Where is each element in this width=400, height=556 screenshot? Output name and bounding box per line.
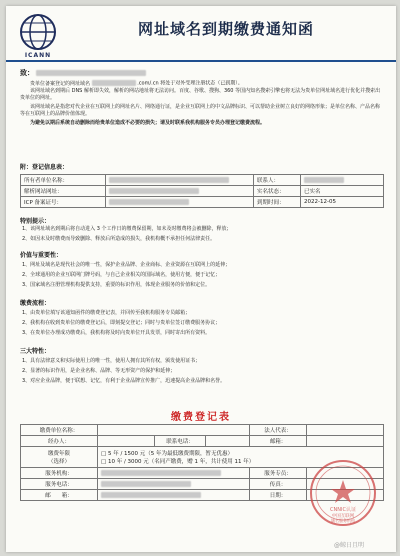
contact-value bbox=[301, 175, 384, 186]
form-label: 缴费年限 （选择） bbox=[21, 447, 98, 468]
contact-label: 联系人： bbox=[254, 175, 301, 186]
payment-item: 3、在贵单位办理成功缴费后，我机构将及时向贵单位开具发票，同时寄出所有资料。 bbox=[22, 330, 211, 336]
form-label: 联系电话： bbox=[155, 436, 206, 447]
value-item: 1、网址及域名是现代社会的唯一性，保护企业品牌、企业商标、企业资源在互联网上的延伸； bbox=[22, 262, 231, 268]
note-item: 2、如因未及时缴费而导致删除、释放后所造成的损失，我机构概不承担任何法律责任。 bbox=[22, 236, 216, 242]
document-header bbox=[6, 6, 396, 62]
form-label: 法人代表： bbox=[250, 425, 307, 436]
value-item: 2、全球通用的企业互联网门牌号码，与自己企业相关的国际域名，使用方便，便于记忆； bbox=[22, 272, 221, 278]
letter-paragraph-2: 该网址域名到期后 DNS 解析即失效，解析的网站地址将无法访问。百度、谷歌、搜狗、360 等国内知名搜索引擎也将无法为贵单位网址域名进行优化并搜索出贵单位的网址。 bbox=[20, 88, 381, 101]
owner-label: 所有者单位名称： bbox=[21, 175, 106, 186]
term-option-10y[interactable]: □ 10 年 / 3000 元（名同产缴费，赠 1 年，共计使用 11 年） bbox=[101, 459, 255, 465]
letter-paragraph-1: 贵单位备案登记的网址域名 .com/.cn 将处于对外受理注册状态（已到期）。 bbox=[30, 80, 243, 87]
notes-heading: 特别提示： bbox=[20, 218, 51, 225]
icann-logo-text: ICANN bbox=[24, 52, 52, 59]
registration-info-table bbox=[20, 174, 384, 208]
svg-text:CNNIC认证: CNNIC认证 bbox=[330, 507, 356, 513]
form-field[interactable] bbox=[98, 425, 250, 436]
icann-globe-icon bbox=[16, 12, 60, 56]
service-org-value bbox=[98, 468, 250, 479]
form-label: 服务电话： bbox=[21, 479, 98, 490]
svg-text:域名服务机构: 域名服务机构 bbox=[331, 518, 355, 523]
site-label: 解析网站网址： bbox=[21, 186, 106, 197]
expire-value: 2022-12-05 bbox=[301, 197, 384, 208]
salutation: 致： bbox=[20, 68, 146, 78]
term-option-5y[interactable]: □ 5 年 / 1500 元（5 年为最低缴费期限，暂无优惠） bbox=[101, 451, 234, 457]
verify-label: 实名状态： bbox=[254, 186, 301, 197]
site-value bbox=[106, 186, 254, 197]
functions-heading: 三大特性： bbox=[20, 348, 51, 355]
form-label: 缴费单位名称： bbox=[21, 425, 98, 436]
form-label: 经办人： bbox=[21, 436, 98, 447]
form-label: 邮 箱： bbox=[21, 490, 98, 501]
service-phone-value bbox=[98, 479, 250, 490]
email-value bbox=[98, 490, 250, 501]
payment-item: 1、由贵单位填写该通知函件的缴费登记表，并回传至我机构服务专员邮箱； bbox=[22, 310, 191, 316]
svg-text:中国互联网: 中国互联网 bbox=[331, 514, 355, 519]
form-field[interactable] bbox=[206, 436, 250, 447]
form-label: 传真： bbox=[250, 479, 307, 490]
icp-label: ICP 备案证号： bbox=[21, 197, 106, 208]
function-item: 1、具有法律意义和实际使用上的唯一性，使用人拥有其所有权，颁发使用证书； bbox=[22, 358, 201, 364]
note-item: 1、该网址域名到期后将自动进入 3 个工作日的缴费保留期，如未及时缴费将会被删除，释放； bbox=[22, 226, 232, 232]
reg-heading: 附：登记信息表： bbox=[20, 164, 69, 171]
verify-value: 已实名 bbox=[301, 186, 384, 197]
value-heading: 价值与重要性： bbox=[20, 252, 63, 259]
notice-document bbox=[6, 6, 396, 552]
payment-heading: 缴费流程： bbox=[20, 300, 51, 307]
owner-value bbox=[106, 175, 254, 186]
function-item: 2、显著的标识作用，是企业名称、品牌、等无形资产的保护和延伸； bbox=[22, 368, 176, 374]
letter-paragraph-4: 为避免以期后系统自动删除而给贵单位造成不必要的损失；请及时联系我机构服务专员办理登记缴费流程。 bbox=[30, 120, 266, 126]
value-item: 3、国家域名注册管理机构提供支持，重要的标识作用，体现企业服务的价值和定位。 bbox=[22, 282, 211, 288]
icp-value bbox=[106, 197, 254, 208]
form-label: 服务机构： bbox=[21, 468, 98, 479]
form-field[interactable] bbox=[307, 425, 384, 436]
form-label: 服务专员： bbox=[250, 468, 307, 479]
expire-label: 到期时间： bbox=[254, 197, 301, 208]
form-title: 缴费登记表 bbox=[171, 412, 231, 423]
page-title: 网址域名到期缴费通知函 bbox=[137, 20, 314, 38]
letter-paragraph-3: 该网址域名是指您对代企业在互联网上的网址名片、网络通行证，是企业互联网上的中文品牌标识、可以帮助企业树立良好的网络形象；是单位名称、产品名称等在互联网上的品牌价值体现。 bbox=[20, 104, 381, 117]
form-label: 邮箱： bbox=[250, 436, 307, 447]
official-seal-icon bbox=[308, 458, 378, 528]
function-item: 3、对应企业品牌，便于联想、记忆，有利于企业品牌宣传推广，迅速提高企业品牌和名誉。 bbox=[22, 378, 226, 384]
watermark: @鲸日且明 bbox=[334, 542, 365, 549]
form-field[interactable] bbox=[98, 436, 155, 447]
form-field[interactable] bbox=[307, 436, 384, 447]
payment-item: 2、我机构在收到贵单位的缴费登记后，即刻提交登记；同时与贵单位签订缴费服务协议； bbox=[22, 320, 221, 326]
form-label: 日期： bbox=[250, 490, 307, 501]
